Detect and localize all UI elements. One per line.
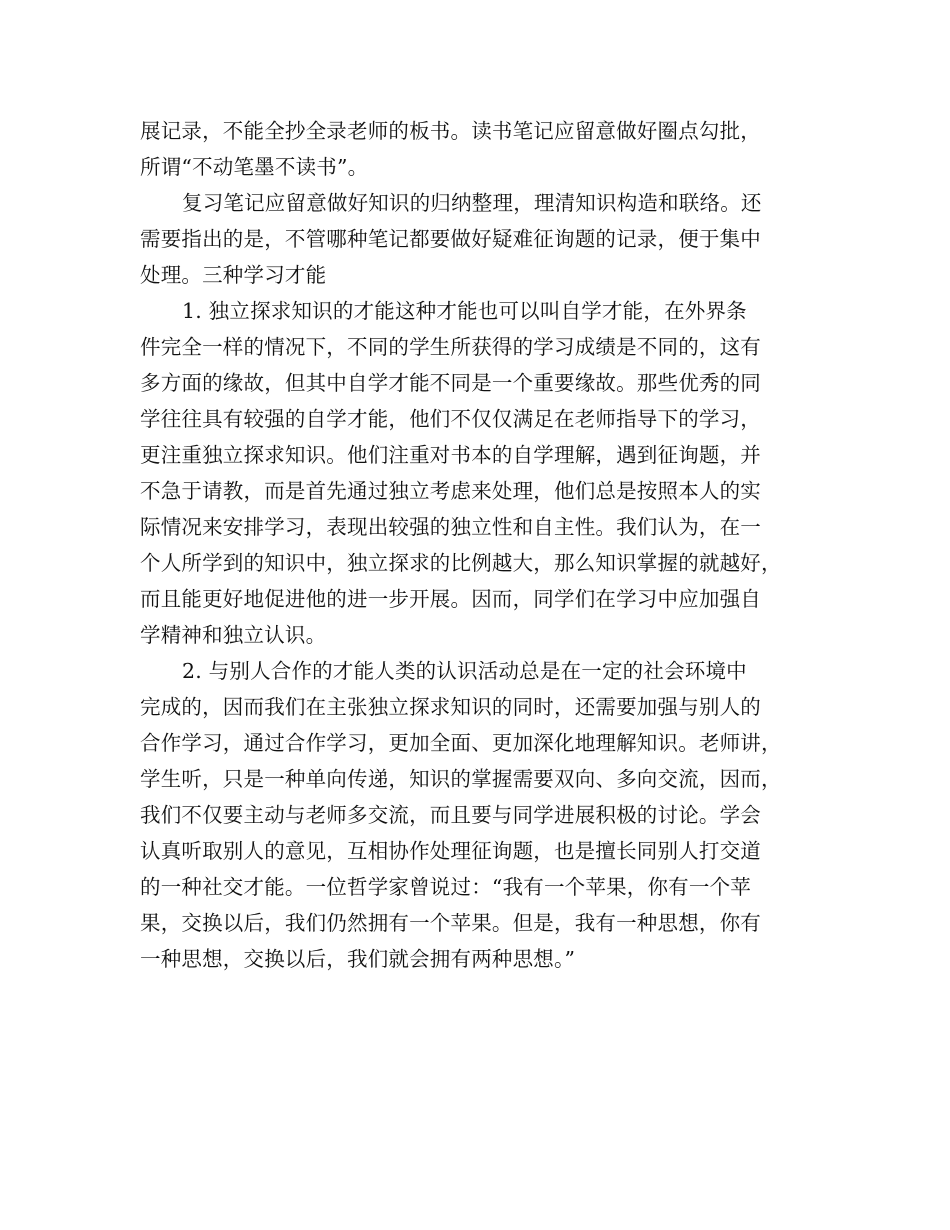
- text-line: 需要指出的是，不管哪种笔记都要做好疑难征询题的记录，便于集中: [140, 227, 761, 251]
- text-line: 不急于请教，而是首先通过独立考虑来处理，他们总是按照本人的实: [140, 479, 761, 503]
- text-line: 的一种社交才能。一位哲学家曾说过：“我有一个苹果，你有一个苹: [140, 875, 751, 899]
- numbered-item-1-line: 1. 独立探求知识的才能这种才能也可以叫自学才能，在外界条: [182, 299, 747, 323]
- text-line: 果，交换以后，我们仍然拥有一个苹果。但是，我有一种思想，你有: [140, 911, 761, 935]
- text-line: 所谓“不动笔墨不读书”。: [140, 155, 369, 179]
- numbered-item-2-line: 2. 与别人合作的才能人类的认识活动总是在一定的社会环境中: [182, 659, 747, 683]
- text-line: 展记录，不能全抄全录老师的板书。读书笔记应留意做好圈点勾批，: [140, 119, 761, 143]
- text-line: 学往往具有较强的自学才能，他们不仅仅满足在老师指导下的学习，: [140, 407, 761, 431]
- paragraph-start-line: 复习笔记应留意做好知识的归纳整理，理清知识构造和联络。还: [182, 191, 762, 215]
- text-line: 多方面的缘故，但其中自学才能不同是一个重要缘故。那些优秀的同: [140, 371, 761, 395]
- text-line: 而且能更好地促进他的进一步开展。因而，同学们在学习中应加强自: [140, 587, 761, 611]
- text-line: 合作学习，通过合作学习，更加全面、更加深化地理解知识。老师讲，: [140, 731, 782, 755]
- text-line: 处理。三种学习才能: [140, 263, 327, 287]
- document-body: [140, 113, 830, 977]
- text-line: 一种思想，交换以后，我们就会拥有两种思想。”: [140, 947, 576, 971]
- text-line: 件完全一样的情况下，不同的学生所获得的学习成绩是不同的，这有: [140, 335, 761, 359]
- text-line: 完成的，因而我们在主张独立探求知识的同时，还需要加强与别人的: [140, 695, 761, 719]
- text-line: 我们不仅要主动与老师多交流，而且要与同学进展积极的讨论。学会: [140, 803, 761, 827]
- text-line: 际情况来安排学习，表现出较强的独立性和自主性。我们认为，在一: [140, 515, 761, 539]
- text-line: 学生听，只是一种单向传递，知识的掌握需要双向、多向交流，因而，: [140, 767, 782, 791]
- text-line: 认真听取别人的意见，互相协作处理征询题，也是擅长同别人打交道: [140, 839, 761, 863]
- text-line: 更注重独立探求知识。他们注重对书本的自学理解，遇到征询题，并: [140, 443, 761, 467]
- text-line: 学精神和独立认识。: [140, 623, 327, 647]
- text-line: 个人所学到的知识中，独立探求的比例越大，那么知识掌握的就越好，: [140, 551, 782, 575]
